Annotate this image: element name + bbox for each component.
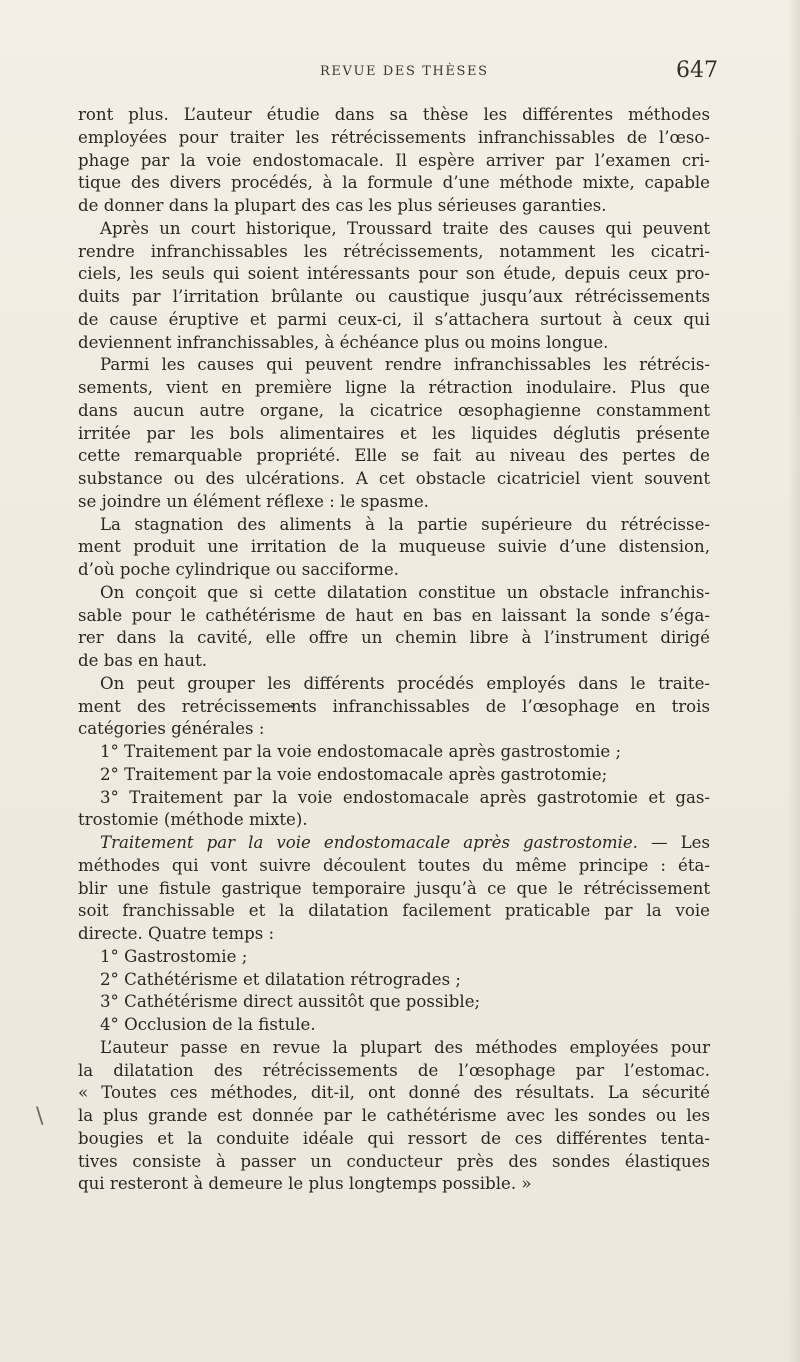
- text-line: Parmi les causes qui peuvent rendre infranchissables les rétrécis-: [100, 355, 710, 375]
- margin-mark: \: [36, 1104, 44, 1129]
- text-run: — Les: [637, 833, 711, 852]
- text-line: phage par la voie endostomacale. Il espère arriver par l’examen cri-: [78, 150, 710, 170]
- text-line: L’auteur passe en revue la plupart des méthodes employées pour: [100, 1037, 710, 1057]
- text-line: tives consiste à passer un conducteur près des sondes élastiques: [78, 1151, 710, 1171]
- text-line: bougies et la conduite idéale qui ressort de ces différentes tenta-: [78, 1128, 710, 1148]
- text-line: « Toutes ces méthodes, dit-il, ont donné des résultats. La sécurité: [78, 1083, 710, 1103]
- text-line: ment produit une irritation de la muqueuse suivie d’une distension,: [78, 537, 710, 557]
- running-head: REVUE DES THÈSES: [320, 64, 489, 79]
- section-heading: Traitement par la voie endostomacale après gastrostomie.: [100, 833, 638, 852]
- text-line: dans aucun autre organe, la cicatrice œsophagienne constamment: [78, 400, 710, 420]
- text-line: ment des retrécissements infranchissables de l’œsophage en trois: [78, 696, 710, 716]
- text-line: la plus grande est donnée par le cathétérisme avec les sondes ou les: [78, 1106, 710, 1125]
- text-line: rendre infranchissables les rétrécissements, notamment les cicatri-: [78, 241, 710, 261]
- text-line: blir une fistule gastrique temporaire jusqu’à ce que le rétrécissement: [78, 878, 710, 898]
- text-line: trostomie (méthode mixte).: [78, 810, 308, 830]
- text-line: ront plus. L’auteur étudie dans sa thèse les différentes méthodes: [78, 105, 710, 124]
- list-item: 2° Traitement par la voie endostomacale après gastrotomie;: [100, 764, 608, 784]
- text-line: cette remarquable propriété. Elle se fait au niveau des pertes de: [78, 446, 710, 466]
- page-edge-shadow: [788, 0, 800, 1362]
- body-text: [78, 104, 710, 1196]
- text-line: qui resteront à demeure le plus longtemps possible. »: [78, 1174, 532, 1194]
- text-line: se joindre un élément réflexe : le spasme.: [78, 491, 429, 511]
- text-line: employées pour traiter les rétrécissements infranchissables de l’œso-: [78, 127, 710, 147]
- page-number: 647: [676, 58, 718, 83]
- text-line: rer dans la cavité, elle offre un chemin libre à l’instrument dirigé: [78, 628, 710, 648]
- page-header: [0, 58, 800, 86]
- text-line: d’où poche cylindrique ou sacciforme.: [78, 560, 399, 579]
- section-heading-line: [78, 832, 710, 855]
- text-line: ciels, les seuls qui soient intéressants pour son étude, depuis ceux pro-: [78, 264, 710, 284]
- text-line: la dilatation des rétrécissements de l’œsophage par l’estomac.: [78, 1060, 710, 1080]
- text-line: catégories générales :: [78, 719, 265, 739]
- text-line: de cause éruptive et parmi ceux-ci, il s’attachera surtout à ceux qui: [78, 309, 710, 329]
- text-line: directe. Quatre temps :: [78, 924, 275, 943]
- text-line: irritée par les bols alimentaires et les liquides déglutis présente: [78, 423, 710, 443]
- text-line: La stagnation des aliments à la partie supérieure du rétrécisse-: [100, 514, 710, 534]
- text-line: deviennent infranchissables, à échéance plus ou moins longue.: [78, 332, 609, 352]
- text-line: sements, vient en première ligne la rétraction inodulaire. Plus que: [78, 378, 710, 397]
- list-item: 1° Traitement par la voie endostomacale après gastrostomie ;: [100, 742, 622, 761]
- text-line: de bas en haut.: [78, 651, 208, 670]
- list-item: 3° Traitement par la voie endostomacale après gastrotomie et gas-: [100, 787, 710, 807]
- list-item: 3° Cathétérisme direct aussitôt que possible;: [100, 992, 481, 1012]
- text-line: substance ou des ulcérations. A cet obstacle cicatriciel vient souvent: [78, 469, 710, 488]
- list-item: 1° Gastrostomie ;: [100, 946, 248, 966]
- list-item: 2° Cathétérisme et dilatation rétrogrades ;: [100, 969, 461, 989]
- text-line: sable pour le cathétérisme de haut en bas en laissant la sonde s’éga-: [78, 605, 710, 625]
- list-item: 4° Occlusion de la fistule.: [100, 1015, 316, 1034]
- text-line: On peut grouper les différents procédés employés dans le traite-: [100, 673, 710, 693]
- text-line: On conçoit que si cette dilatation constitue un obstacle infranchis-: [100, 582, 710, 602]
- text-line: duits par l’irritation brûlante ou caustique jusqu’aux rétrécissements: [78, 287, 710, 306]
- text-line: tique des divers procédés, à la formule d’une méthode mixte, capable: [78, 173, 710, 193]
- text-line: soit franchissable et la dilatation facilement praticable par la voie: [78, 901, 710, 921]
- text-line: de donner dans la plupart des cas les plus sérieuses garanties.: [78, 196, 607, 215]
- text-line: méthodes qui vont suivre découlent toutes du même principe : éta-: [78, 855, 710, 875]
- text-line: Après un court historique, Troussard traite des causes qui peuvent: [100, 218, 710, 238]
